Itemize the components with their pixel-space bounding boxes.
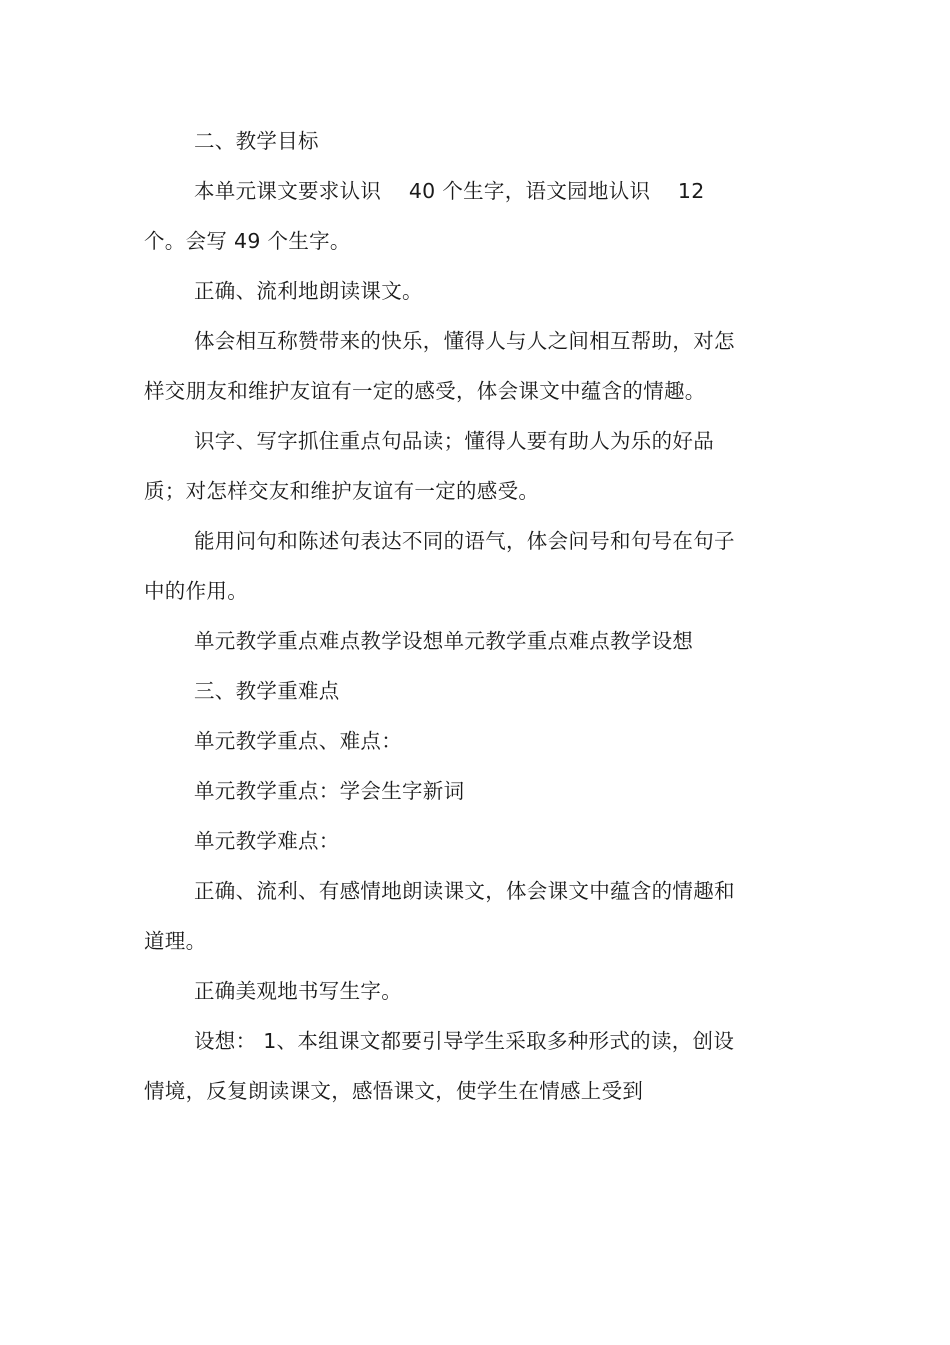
section-heading-teaching-goals: 二、教学目标 [194, 129, 319, 153]
paragraph-character-requirements: 本单元课文要求认识 40 个生字，语文园地认识 12 个。会写 49 个生字。 [144, 179, 705, 253]
paragraph-friendship-feelings: 体会相互称赞带来的快乐，懂得人与人之间相互帮助，对怎样交朋友和维护友谊有一定的感受，体会课文中蕴含的情趣。 [144, 329, 735, 403]
paragraph-unit-difficulty-label: 单元教学难点： [194, 829, 340, 853]
paragraph-writing-practice: 识字、写字抓住重点句品读；懂得人要有助人为乐的好品质；对怎样交友和维护友谊有一定的感受。 [144, 429, 714, 503]
document-body [144, 116, 744, 1116]
paragraph-unit-focus-repeat: 单元教学重点难点教学设想单元教学重点难点教学设想 [194, 629, 694, 653]
paragraph-question-statement: 能用问句和陈述句表达不同的语气，体会问号和句号在句子中的作用。 [144, 529, 735, 603]
paragraph-handwriting: 正确美观地书写生字。 [194, 979, 402, 1003]
paragraph-reading-fluency: 正确、流利地朗读课文。 [194, 279, 423, 303]
section-heading-key-difficulties: 三、教学重难点 [194, 679, 340, 703]
paragraph-unit-difficulty: 正确、流利、有感情地朗读课文，体会课文中蕴含的情趣和道理。 [144, 879, 735, 953]
paragraph-teaching-plan: 设想： 1、本组课文都要引导学生采取多种形式的读，创设情境，反复朗读课文，感悟课文，使学生在情感上受到 [144, 1029, 735, 1103]
paragraph-unit-focus: 单元教学重点：学会生字新词 [194, 779, 465, 803]
paragraph-focus-difficulty-label: 单元教学重点、难点： [194, 729, 402, 753]
